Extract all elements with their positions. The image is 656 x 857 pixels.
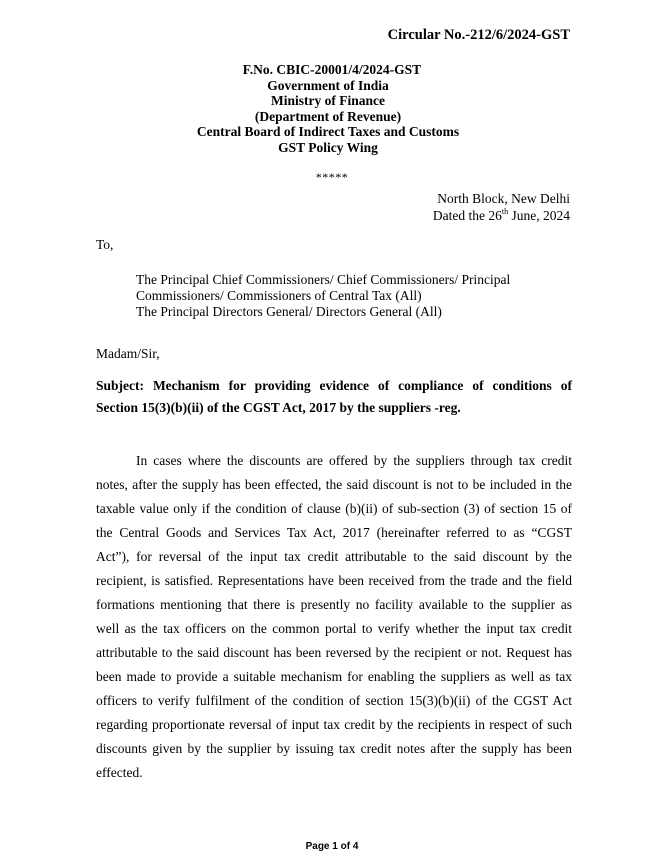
department-name: (Department of Revenue)	[254, 108, 402, 124]
paragraph-line: effected.	[96, 765, 143, 780]
paragraph-line: well as the tax officers on the common portal to verify whether the input tax credit	[96, 621, 572, 636]
paragraph-line: taxable value only if the condition of clause (b)(ii) of sub-section (3) of section 15 of	[96, 501, 572, 516]
paragraph-line: the Central Goods and Services Tax Act, 2017 (hereinafter referred to as “CGST	[96, 525, 572, 540]
paragraph-line: been made to provide a suitable mechanism for enabling the suppliers as well as tax	[96, 669, 572, 684]
addressee-list	[136, 272, 556, 320]
subject-line: Section 15(3)(b)(ii) of the CGST Act, 2017 by the suppliers -reg.	[96, 400, 461, 415]
addressee-line: Commissioners/ Commissioners of Central Tax (All)	[136, 288, 422, 303]
page-number: Page 1 of 4	[305, 841, 359, 852]
circular-number: Circular No.-212/6/2024-GST	[387, 27, 570, 43]
letterhead	[0, 62, 656, 156]
paragraph-line: In cases where the discounts are offered by the suppliers through tax credit	[136, 453, 572, 468]
paragraph-line: formations mentioning that there is presently no facility available to the supplier as	[96, 597, 572, 612]
board-name: Central Board of Indirect Taxes and Customs	[196, 124, 460, 140]
date-prefix: Dated the 26	[432, 208, 502, 223]
paragraph-line: Act”), for reversal of the input tax credit attributable to the said discount by the	[96, 549, 572, 564]
paragraph-line: discounts given by the supplier by issuing tax credit notes after the supply has been	[96, 741, 572, 756]
date-ordinal-suffix: th	[501, 207, 509, 216]
date-rest: June, 2024	[508, 208, 570, 223]
paragraph-line: regarding proportionate reversal of input tax credit by the recipients in respect of such	[96, 717, 572, 732]
place: North Block, New Delhi	[437, 191, 570, 206]
paragraph-line: officers to verify fulfilment of the condition of section 15(3)(b)(ii) of the CGST Act	[96, 693, 572, 708]
paragraph-line: attributable to the said discount has been reversed by the recipient or not. Request has	[96, 645, 572, 660]
addressee-line: The Principal Chief Commissioners/ Chief Commissioners/ Principal	[136, 272, 511, 287]
place-date-block	[433, 190, 570, 224]
date	[433, 207, 570, 224]
body-paragraph	[96, 449, 572, 785]
ministry-name: Ministry of Finance	[271, 93, 385, 109]
wing-name: GST Policy Wing	[278, 139, 378, 155]
separator-stars: *****	[315, 170, 349, 184]
file-number: F.No. CBIC-20001/4/2024-GST	[242, 62, 422, 77]
paragraph-line: recipient, is satisfied. Representations have been received from the trade and the field	[96, 573, 572, 588]
salutation: Madam/Sir,	[96, 346, 160, 361]
government-name: Government of India	[267, 77, 389, 93]
subject-line: Subject: Mechanism for providing evidence of compliance of conditions of	[96, 378, 572, 393]
addressee-line: The Principal Directors General/ Directors General (All)	[136, 304, 442, 319]
to-label: To,	[96, 237, 114, 252]
paragraph-line: notes, after the supply has been effected, the said discount is not to be included in the	[96, 477, 572, 492]
subject	[96, 375, 572, 419]
